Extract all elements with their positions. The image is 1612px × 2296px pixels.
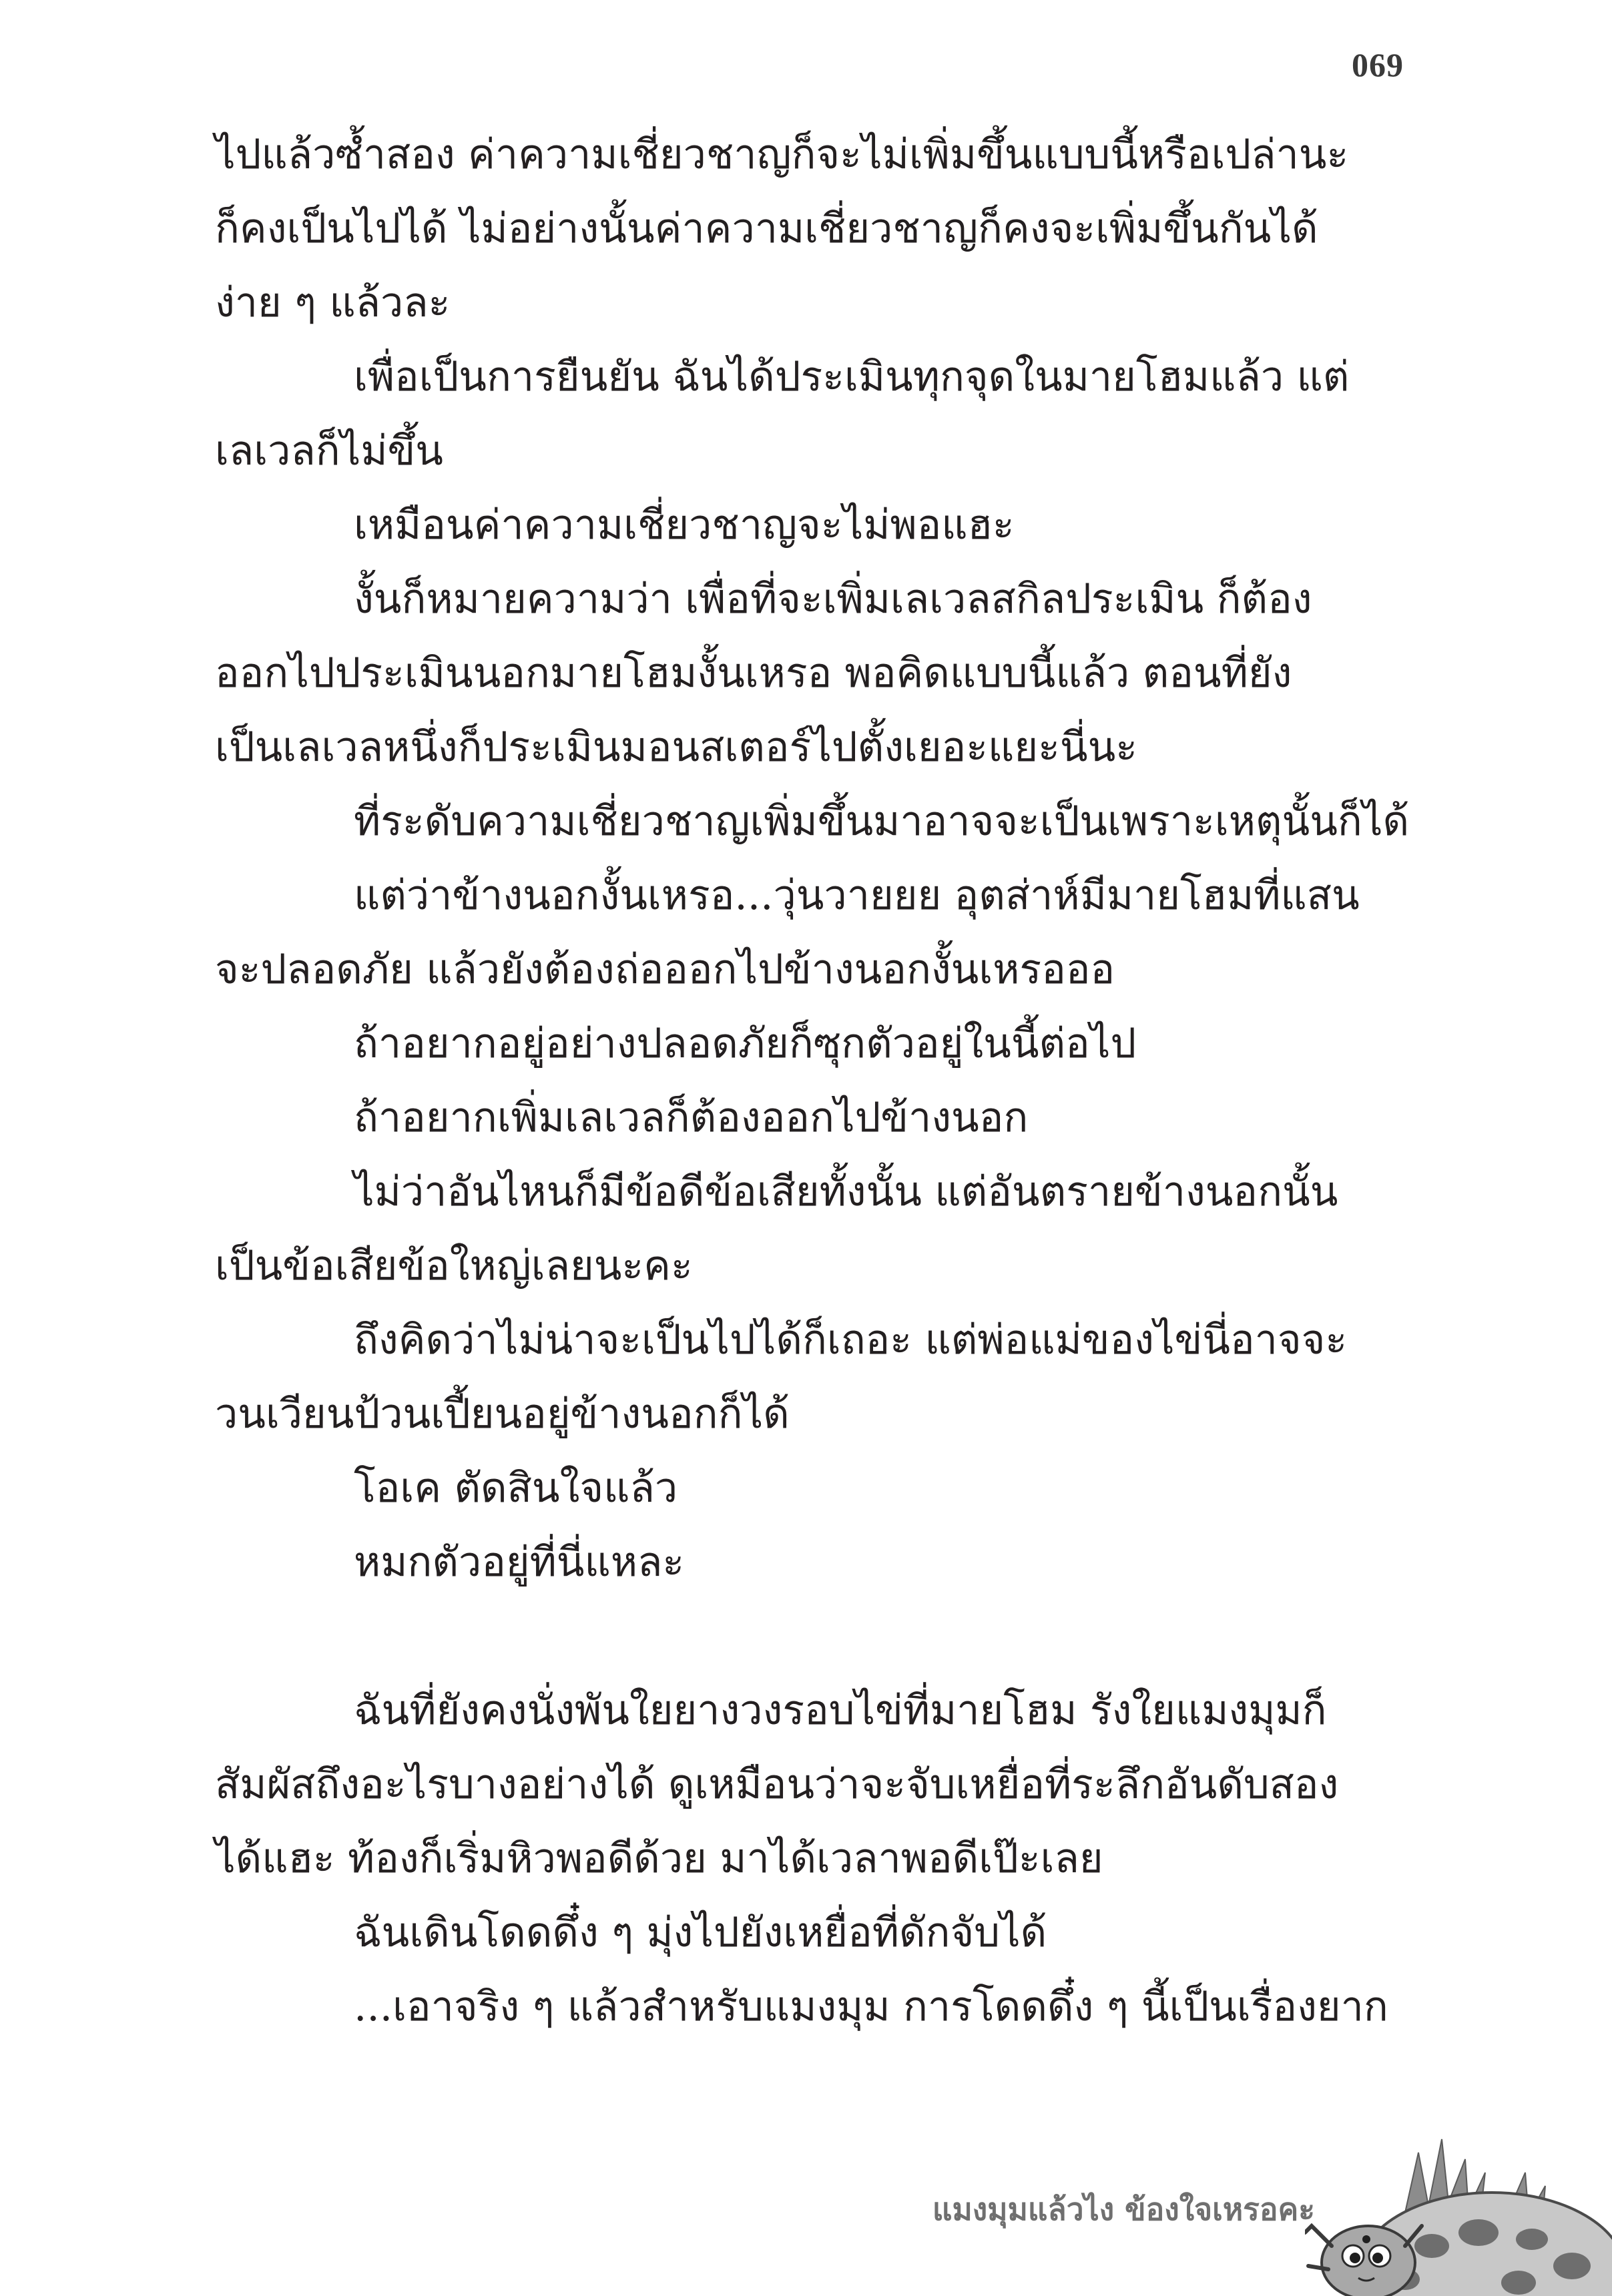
text-line: ถ้าอยากเพิ่มเลเวลก็ต้องออกไปข้างนอก <box>354 1094 1029 1141</box>
footer-book-title: แมงมุมแล้วไง ข้องใจเหรอคะ <box>932 2191 1315 2227</box>
text-line: โอเค ตัดสินใจแล้ว <box>354 1464 678 1512</box>
spider-egg-mascot-icon <box>1305 2132 1612 2296</box>
text-line: ไม่ว่าอันไหนก็มีข้อดีข้อเสียทั้งนั้น แต่อันตรายข้างนอกนั้น <box>354 1168 1338 1215</box>
body-text <box>215 117 1410 2044</box>
text-line: ง่าย ๆ แล้วละ <box>215 279 451 326</box>
text-line: หมกตัวอยู่ที่นี่แหละ <box>354 1538 685 1586</box>
text-line: สัมผัสถึงอะไรบางอย่างได้ ดูเหมือนว่าจะจับเหยื่อที่ระลึกอันดับสอง <box>215 1761 1339 1808</box>
text-line: เป็นเลเวลหนึ่งก็ประเมินมอนสเตอร์ไปตั้งเยอะแยะนี่นะ <box>215 724 1138 771</box>
text-line: ไปแล้วซ้ำสอง ค่าความเชี่ยวชาญก็จะไม่เพิ่มขึ้นแบบนี้หรือเปล่านะ <box>215 131 1349 178</box>
text-line: ถึงคิดว่าไม่น่าจะเป็นไปได้ก็เถอะ แต่พ่อแม่ของไข่นี่อาจจะ <box>354 1316 1348 1364</box>
text-line: เหมือนค่าความเชี่ยวชาญจะไม่พอแฮะ <box>354 501 1015 549</box>
text-line: จะปลอดภัย แล้วยังต้องถ่อออกไปข้างนอกงั้นเหรอออ <box>215 946 1115 993</box>
section-break <box>215 1599 1403 1673</box>
text-line: งั้นก็หมายความว่า เพื่อที่จะเพิ่มเลเวลสกิลประเมิน ก็ต้อง <box>354 575 1312 623</box>
text-line: วนเวียนป้วนเปี้ยนอยู่ข้างนอกก็ได้ <box>215 1390 790 1438</box>
text-line: ฉันที่ยังคงนั่งพันใยยางวงรอบไข่ที่มายโฮม รังใยแมงมุมก็ <box>354 1687 1327 1734</box>
text-line: ...เอาจริง ๆ แล้วสำหรับแมงมุม การโดดดึ๋ง ๆ นี้เป็นเรื่องยาก <box>354 1983 1388 2030</box>
text-line: แต่ว่าข้างนอกงั้นเหรอ...วุ่นวายยย อุตส่าห์มีมายโฮมที่แสน <box>354 872 1360 919</box>
text-line: ก็คงเป็นไปได้ ไม่อย่างนั้นค่าความเชี่ยวชาญก็คงจะเพิ่มขึ้นกันได้ <box>215 205 1318 252</box>
text-line: ฉันเดินโดดดึ๋ง ๆ มุ่งไปยังเหยื่อที่ดักจับได้ <box>354 1909 1047 1956</box>
page-number: 069 <box>1352 46 1404 83</box>
text-line: ที่ระดับความเชี่ยวชาญเพิ่มขึ้นมาอาจจะเป็นเพราะเหตุนั้นก็ได้ <box>354 798 1410 845</box>
text-line: เป็นข้อเสียข้อใหญ่เลยนะคะ <box>215 1242 693 1289</box>
text-line: ได้แฮะ ท้องก็เริ่มหิวพอดีด้วย มาได้เวลาพอดีเป๊ะเลย <box>215 1835 1103 1882</box>
text-line: ออกไปประเมินนอกมายโฮมงั้นเหรอ พอคิดแบบนี้แล้ว ตอนที่ยัง <box>215 649 1292 697</box>
text-line: เพื่อเป็นการยืนยัน ฉันได้ประเมินทุกจุดในมายโฮมแล้ว แต่ <box>354 353 1350 400</box>
text-line: เลเวลก็ไม่ขึ้น <box>215 427 443 475</box>
text-line: ถ้าอยากอยู่อย่างปลอดภัยก็ซุกตัวอยู่ในนี้ต่อไป <box>354 1020 1137 1067</box>
